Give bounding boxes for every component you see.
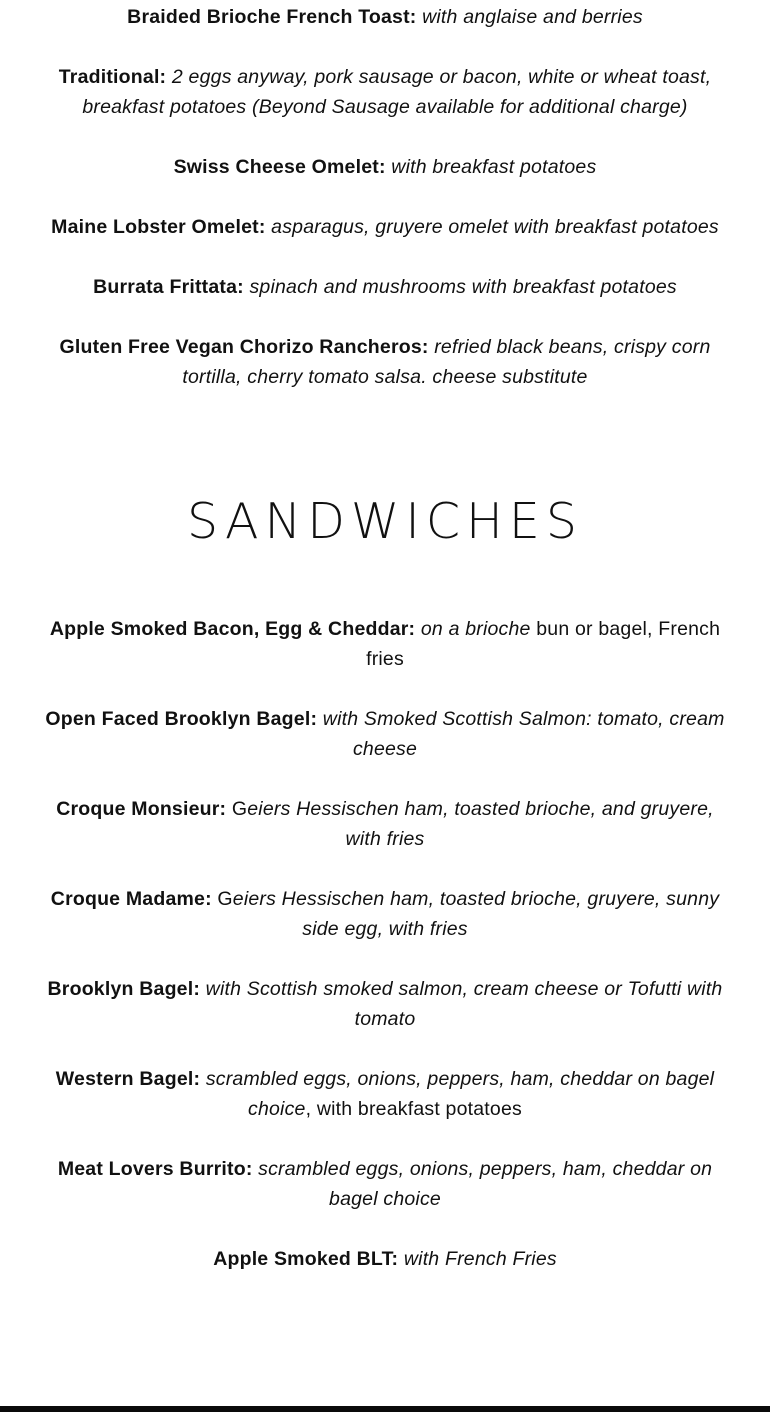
menu-item	[40, 2, 730, 32]
item-description: with Smoked Scottish Salmon: tomato, cream cheese	[322, 708, 725, 760]
item-description	[232, 798, 714, 850]
item-description	[206, 1068, 714, 1120]
menu-item	[40, 794, 730, 854]
item-description-plain: G	[217, 888, 233, 910]
item-name: Meat Lovers Burrito:	[57, 1158, 253, 1180]
item-description: with Scottish smoked salmon, cream cheese or Tofutti with tomato	[205, 978, 723, 1030]
item-name: Gluten Free Vegan Chorizo Rancheros:	[59, 336, 429, 358]
item-description: 2 eggs anyway, pork sausage or bacon, white or wheat toast, breakfast potatoes (Beyond Sausage available for additional charge)	[82, 66, 712, 118]
item-description: scrambled eggs, onions, peppers, ham, cheddar on bagel choice	[258, 1158, 713, 1210]
menu-item	[40, 974, 730, 1034]
item-description	[366, 618, 720, 670]
item-description-italic: scrambled eggs, onions, peppers, ham, cheddar on bagel choice	[205, 1068, 715, 1120]
item-name: Burrata Frittata:	[93, 276, 244, 298]
item-name: Open Faced Brooklyn Bagel:	[45, 708, 318, 730]
item-description: with anglaise and berries	[422, 6, 643, 28]
item-description: asparagus, gruyere omelet with breakfast potatoes	[271, 216, 719, 238]
menu-item	[40, 62, 730, 122]
item-description-italic: eiers Hessischen ham, toasted brioche, gruyere, sunny side egg, with fries	[232, 888, 720, 940]
item-description: with breakfast potatoes	[391, 156, 597, 178]
menu-item	[40, 332, 730, 392]
menu-item	[40, 614, 730, 674]
item-name: Apple Smoked BLT:	[213, 1248, 399, 1270]
item-description-italic: eiers Hessischen ham, toasted brioche, and gruyere, with fries	[247, 798, 714, 850]
menu-item	[40, 272, 730, 302]
item-description-plain: bun or bagel, French fries	[366, 618, 721, 670]
item-name: Croque Madame:	[50, 888, 212, 910]
menu-item	[40, 152, 730, 182]
menu-item	[40, 884, 730, 944]
item-name: Traditional:	[58, 66, 167, 88]
item-description: with French Fries	[403, 1248, 557, 1270]
item-name: Western Bagel:	[55, 1068, 201, 1090]
item-description-plain: , with breakfast potatoes	[305, 1098, 522, 1120]
menu-item	[40, 1244, 730, 1274]
section-title: SANDWICHES	[187, 493, 583, 550]
item-name: Croque Monsieur:	[56, 798, 227, 820]
menu-item	[40, 1154, 730, 1214]
item-name: Maine Lobster Omelet:	[51, 216, 266, 238]
item-name: Apple Smoked Bacon, Egg & Cheddar:	[49, 618, 416, 640]
item-description: spinach and mushrooms with breakfast potatoes	[249, 276, 677, 298]
item-description-plain: G	[231, 798, 248, 820]
sandwiches-section	[0, 392, 770, 1274]
item-description-italic: on a brioche	[420, 618, 531, 640]
item-name: Swiss Cheese Omelet:	[173, 156, 386, 178]
item-description	[217, 888, 719, 940]
menu-item	[40, 704, 730, 764]
footer-divider	[0, 1406, 770, 1412]
menu-item	[40, 1064, 730, 1124]
item-name: Braided Brioche French Toast:	[127, 6, 417, 28]
menu-item	[40, 212, 730, 242]
breakfast-section	[0, 0, 770, 392]
item-name: Brooklyn Bagel:	[47, 978, 201, 1000]
item-description: refried black beans, crispy corn tortilla, cherry tomato salsa. cheese substitute	[182, 336, 711, 388]
